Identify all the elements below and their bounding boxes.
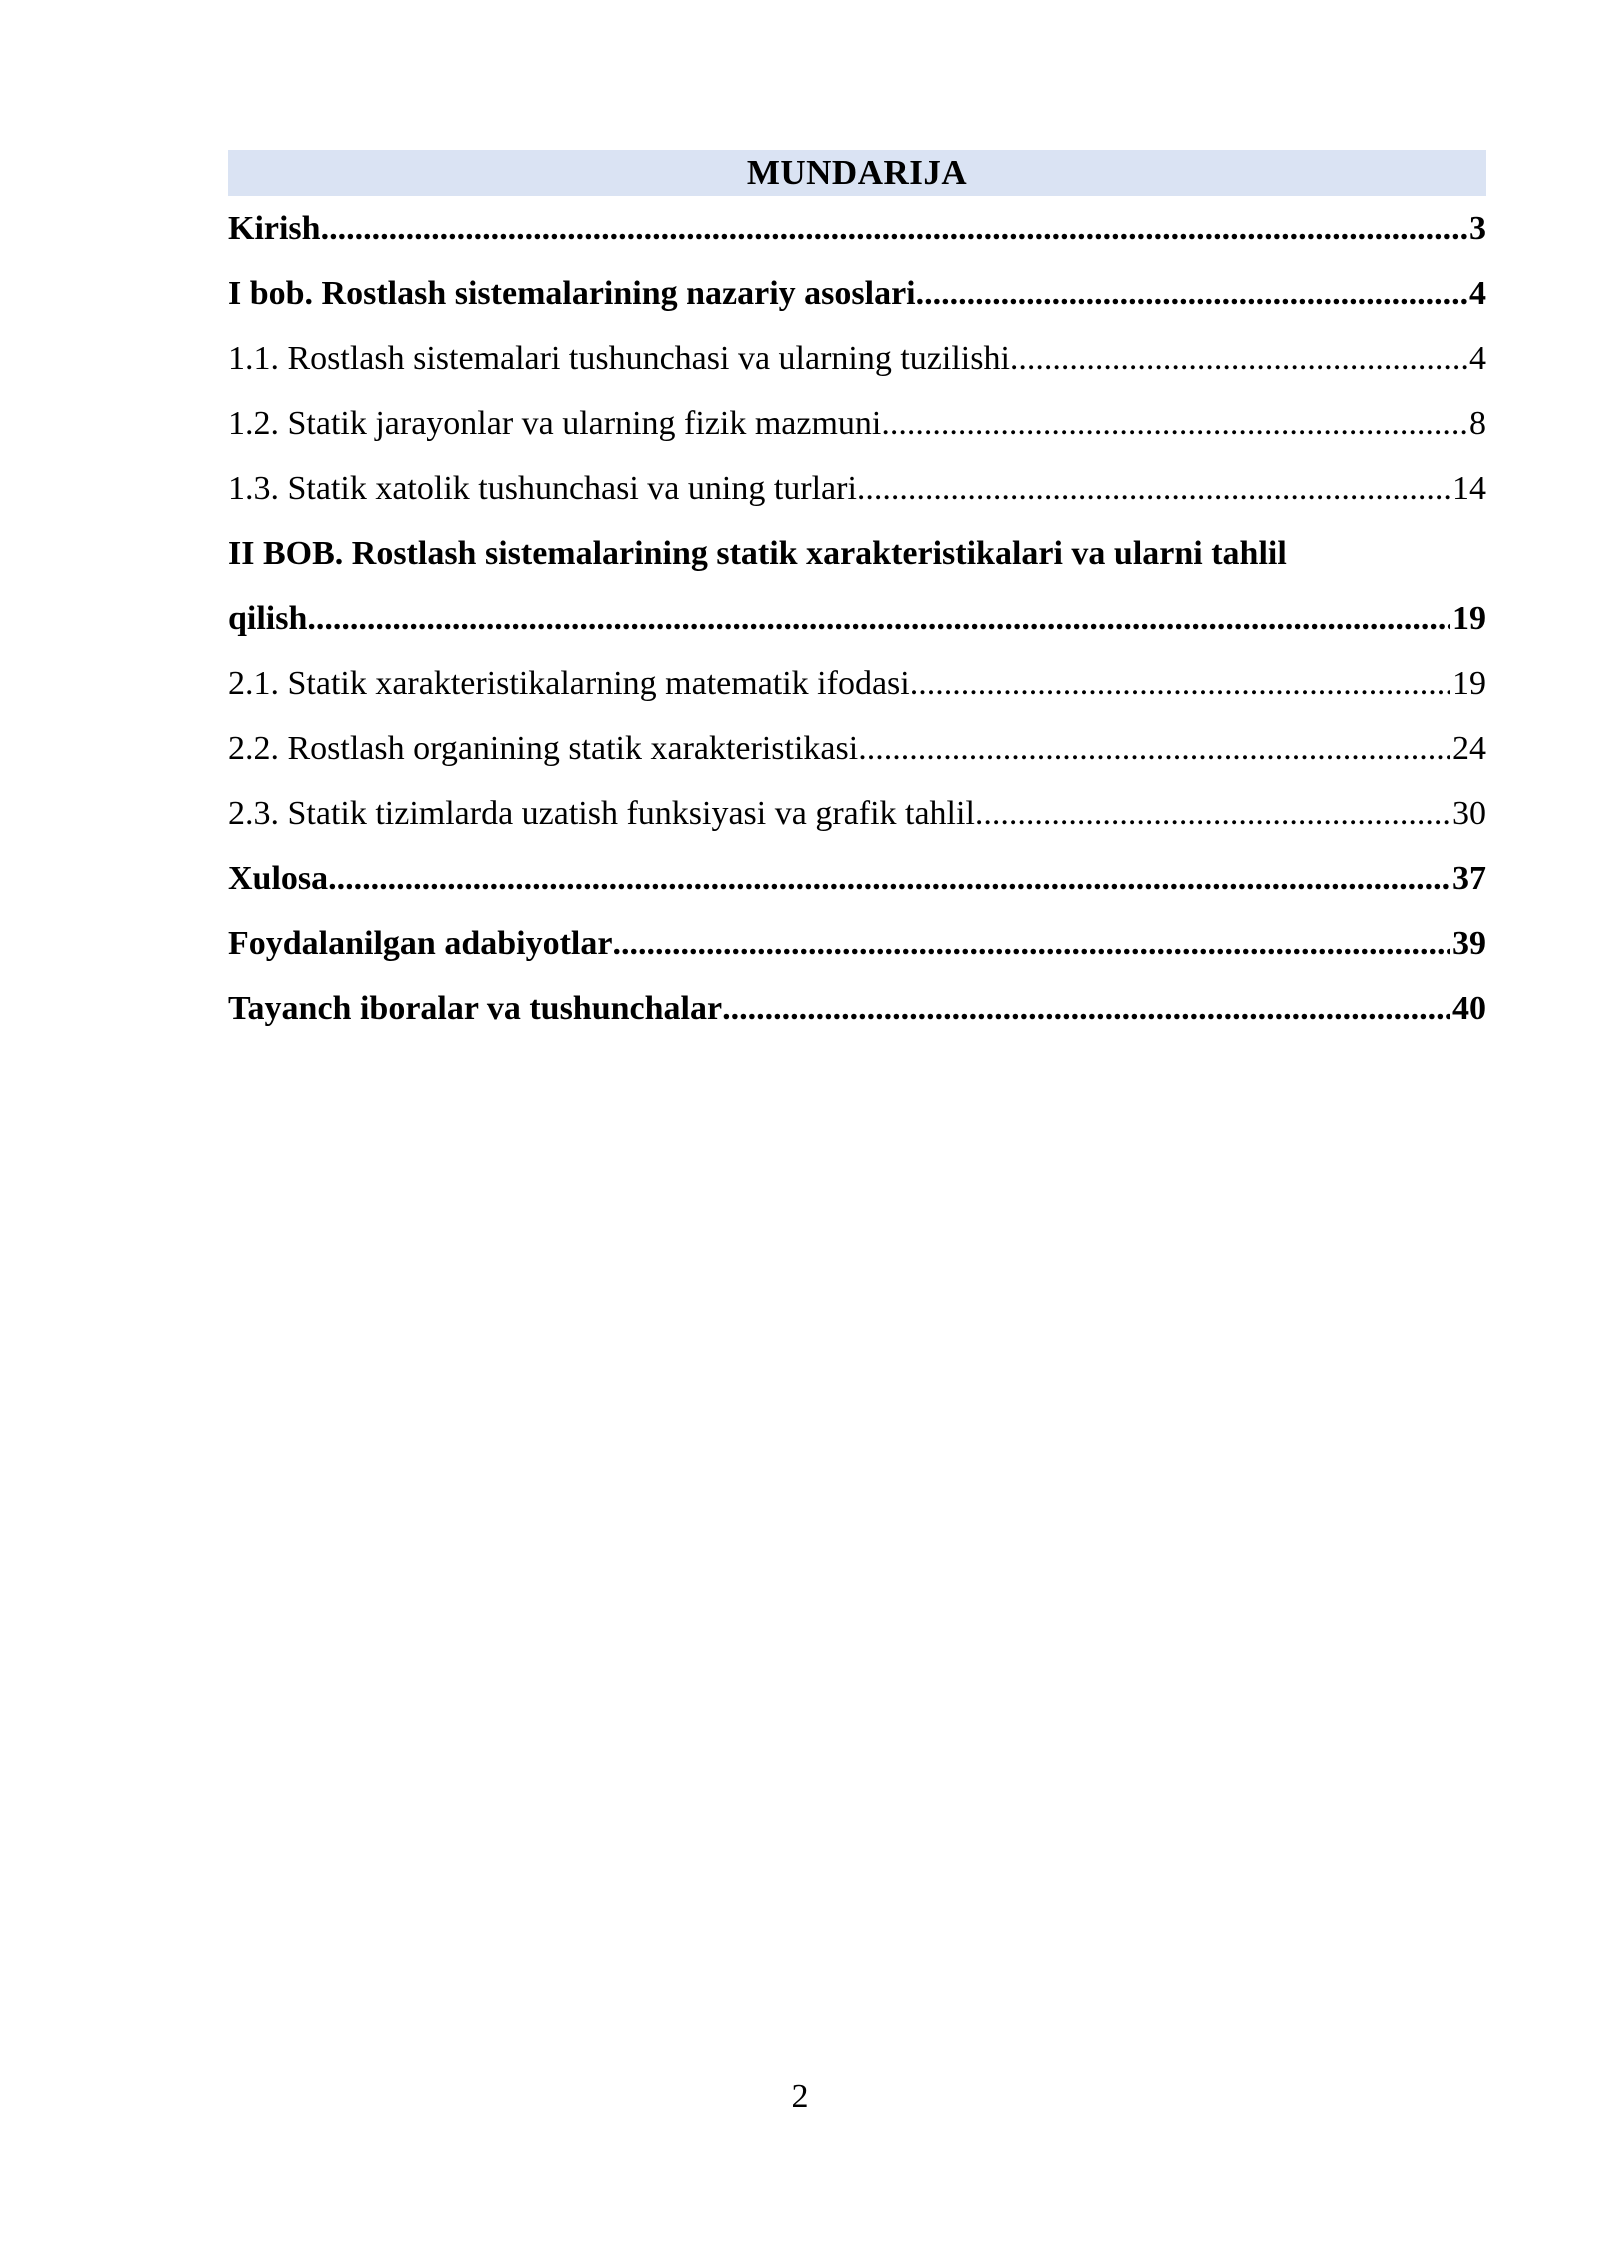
dot-leader xyxy=(858,716,1450,781)
toc-title: MUNDARIJA xyxy=(228,150,1486,196)
dot-leader xyxy=(328,846,1450,911)
toc-entry-label: 2.2. Rostlash organining statik xarakteristikasi xyxy=(228,730,859,767)
toc-entry-label: 2.3. Statik tizimlarda uzatish funksiyasi va grafik tahlil xyxy=(228,795,975,832)
toc-entry-page: 37 xyxy=(1452,860,1486,897)
dot-leader xyxy=(722,976,1450,1041)
toc-entry-page: 39 xyxy=(1452,925,1486,962)
toc-entry-label: Xulosa xyxy=(228,860,329,897)
dot-leader xyxy=(612,911,1450,976)
toc-entry-kirish[interactable] xyxy=(228,196,1486,261)
toc-entry-page: 3 xyxy=(1469,210,1486,247)
dot-leader xyxy=(307,586,1450,651)
toc-entry-chapter-2[interactable] xyxy=(228,521,1486,651)
toc-entry-label: 1.1. Rostlash sistemalari tushunchasi va ularning tuzilishi xyxy=(228,340,1010,377)
toc-entry-label: I bob. Rostlash sistemalarining nazariy asoslari xyxy=(228,275,916,312)
toc-entry-page: 24 xyxy=(1452,730,1486,767)
toc-entry-page: 19 xyxy=(1452,600,1486,637)
toc-entry-label-line-2: qilish xyxy=(228,600,308,637)
toc-entry-section-2-1[interactable] xyxy=(228,651,1486,716)
dot-leader xyxy=(1010,326,1467,391)
page-number: 2 xyxy=(791,2078,809,2115)
toc-entry-chapter-2-continuation xyxy=(228,586,1486,651)
dot-leader xyxy=(975,781,1450,846)
toc-entry-label: 1.2. Statik jarayonlar va ularning fizik mazmuni xyxy=(228,405,882,442)
toc-entry-bibliography[interactable] xyxy=(228,911,1486,976)
dot-leader xyxy=(910,651,1450,716)
toc-entry-label: 1.3. Statik xatolik tushunchasi va uning turlari xyxy=(228,470,857,507)
toc-entry-glossary[interactable] xyxy=(228,976,1486,1041)
toc-entry-xulosa[interactable] xyxy=(228,846,1486,911)
toc-entry-section-2-3[interactable] xyxy=(228,781,1486,846)
dot-leader xyxy=(916,261,1467,326)
toc-entry-page: 30 xyxy=(1452,795,1486,832)
toc-entry-label: 2.1. Statik xarakteristikalarning matematik ifodasi xyxy=(228,665,910,702)
toc-entry-page: 14 xyxy=(1452,470,1486,507)
toc-entry-section-2-2[interactable] xyxy=(228,716,1486,781)
toc-entry-section-1-2[interactable] xyxy=(228,391,1486,456)
toc-entry-page: 4 xyxy=(1469,340,1486,377)
toc-entry-label-line-1: II BOB. Rostlash sistemalarining statik xarakteristikalari va ularni tahlil xyxy=(228,535,1287,572)
toc-entry-label: Kirish xyxy=(228,210,321,247)
toc-entry-page: 40 xyxy=(1452,990,1486,1027)
toc-entry-page: 8 xyxy=(1469,405,1486,442)
dot-leader xyxy=(321,196,1467,261)
toc-entry-chapter-1[interactable] xyxy=(228,261,1486,326)
toc-entry-label: Tayanch iboralar va tushunchalar xyxy=(228,990,723,1027)
dot-leader xyxy=(881,391,1467,456)
toc-entry-label: Foydalanilgan adabiyotlar xyxy=(228,925,613,962)
toc-entry-section-1-1[interactable] xyxy=(228,326,1486,391)
toc-entry-page: 4 xyxy=(1469,275,1486,312)
table-of-contents xyxy=(228,150,1486,1041)
dot-leader xyxy=(857,456,1450,521)
toc-entry-page: 19 xyxy=(1452,665,1486,702)
toc-entry-section-1-3[interactable] xyxy=(228,456,1486,521)
